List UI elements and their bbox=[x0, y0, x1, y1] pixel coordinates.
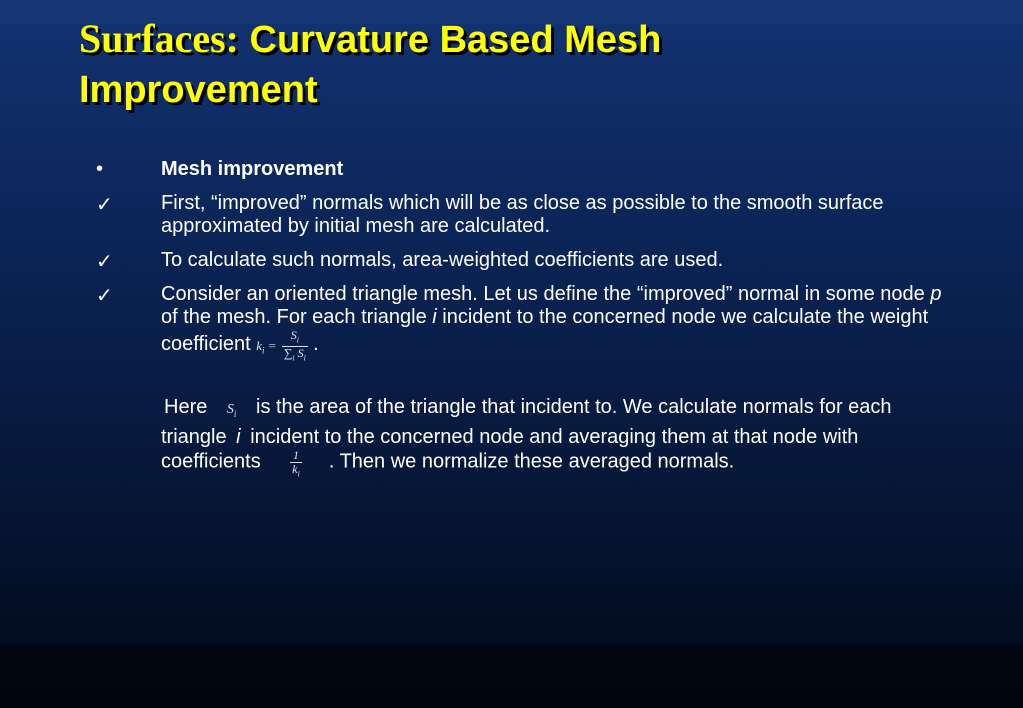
weight-formula bbox=[256, 328, 313, 363]
coef-den: k bbox=[292, 461, 298, 476]
formula-num: S bbox=[290, 328, 297, 342]
text-end: . bbox=[313, 332, 319, 355]
formula-sum: ∑ bbox=[283, 346, 293, 361]
formula-eq: = bbox=[267, 337, 277, 353]
bottom-band bbox=[0, 645, 1023, 708]
slide-title bbox=[79, 14, 979, 115]
text-part: incident to the concerned node we calculate the weight coefficient bbox=[161, 306, 929, 355]
bullet-dot-icon: • bbox=[96, 158, 104, 180]
variable-p: p bbox=[930, 283, 942, 305]
variable-i: i bbox=[432, 306, 437, 328]
symbol-s bbox=[213, 402, 251, 417]
formula-lhs: k bbox=[256, 337, 263, 353]
title-line-2: Improvement bbox=[79, 69, 318, 111]
paragraph-text bbox=[161, 396, 951, 480]
formula-den: S bbox=[297, 346, 304, 361]
coef-num: 1 bbox=[290, 449, 302, 463]
variable-i: i bbox=[236, 425, 241, 448]
checkmark-icon: ✓ bbox=[96, 251, 113, 273]
coefficient-fraction bbox=[290, 449, 302, 480]
check-item-text bbox=[161, 283, 951, 365]
symbol-s-sub: i bbox=[233, 408, 237, 419]
word-here: Here bbox=[164, 396, 208, 418]
check-item-text: To calculate such normals, area-weighted coefficients are used. bbox=[161, 249, 724, 271]
formula-sub: i bbox=[262, 345, 265, 356]
checkmark-icon: ✓ bbox=[96, 194, 113, 216]
text-part: . Then we normalize these averaged normals. bbox=[328, 450, 735, 473]
title-serif-part: Surfaces: bbox=[79, 16, 239, 61]
coefficient-formula bbox=[266, 447, 329, 479]
text-part: incident to the concerned node and averaging them at that node with coefficients bbox=[161, 425, 859, 473]
text-part: Consider an oriented triangle mesh. Let us define the “improved” normal in some node bbox=[161, 283, 925, 305]
bullet-heading: Mesh improvement bbox=[161, 158, 344, 180]
text-part: of the mesh. For each triangle bbox=[161, 306, 427, 328]
text-part: is the area of the triangle that incident to. We calculate normals for each triangle bbox=[161, 396, 892, 448]
checkmark-icon: ✓ bbox=[96, 285, 113, 307]
check-item-text: First, “improved” normals which will be as close as possible to the smooth surface approximated by initial mesh are calculated. bbox=[161, 192, 884, 237]
formula-fraction: $\frac{S_i}{\sum_i S_i}$ bbox=[283, 328, 306, 363]
title-line-1: Curvature Based Mesh bbox=[249, 19, 662, 61]
coef-den-sub: i bbox=[297, 469, 300, 479]
symbol-s-letter: S bbox=[226, 402, 234, 417]
